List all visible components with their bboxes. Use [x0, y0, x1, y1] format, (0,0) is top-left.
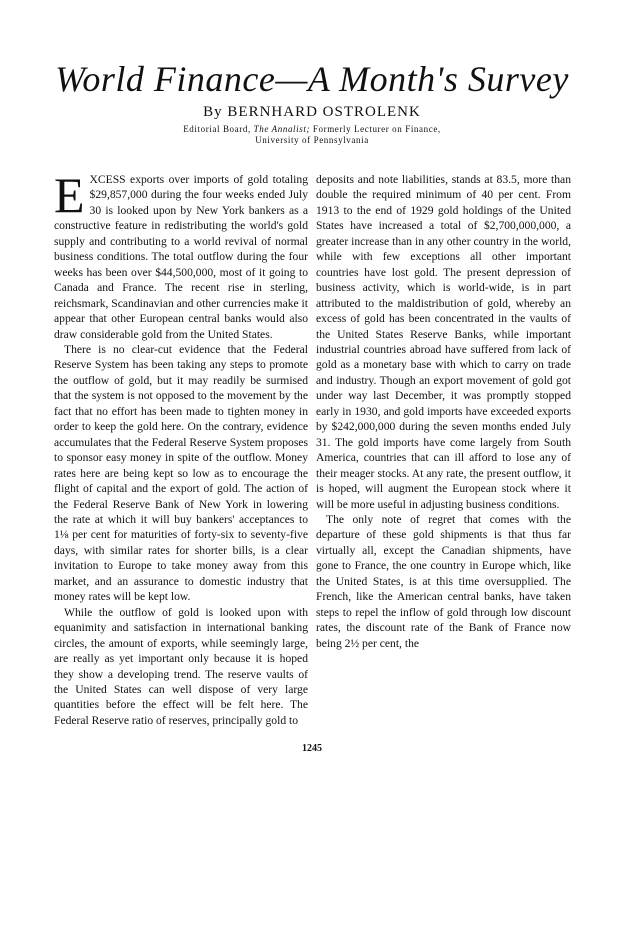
byline: By BERNHARD OSTROLENK [203, 104, 421, 120]
right-column [316, 172, 571, 651]
paragraph-4: The only note of regret that comes with the departure of these gold shipments is that thus far virtually all, except the Canadian shipments, have gone to France, the one country in Europe which, like the United States, is at this time oversupplied. The French, like the American central banks, have taken steps to repel the inflow of gold through low discount rates, the discount rate of the Bank of France now being 2½ per cent, the [316, 512, 571, 650]
article-title: World Finance—A Month's Survey [55, 59, 569, 99]
affiliation-prefix: Editorial Board, [183, 124, 251, 134]
paragraph-1-text: XCESS exports over imports of gold totaling $29,857,000 during the four weeks ended July 30 is looked upon by New York bankers as a constructive feature in redistributing the world's gold supply and contributing to a world revival of normal business conditions. The total outflow during the four weeks has been over $44,500,000, most of it going to Canada and France. The recent rise in sterling, reichsmark, Scandinavian and other currencies make it appear that other European central banks would also draw considerable gold from the United States. [54, 173, 308, 341]
paragraph-1 [54, 167, 308, 342]
affiliation-line-2: University of Pennsylvania [255, 135, 369, 145]
affiliation-publication: The Annalist; [253, 124, 311, 134]
paragraph-2: There is no clear-cut evidence that the Federal Reserve System has been taking any steps to promote the outflow of gold, but it may readily be surmised that the system is not opposed to the movement by the fact that no effort has been made to tighten money in order to keep the gold here. On the contrary, evidence accumulates that the Federal Reserve System proposes to sponsor easy money in spite of the outflow. Money rates here are being kept so low as to encourage the flight of capital and the export of gold. The action of the Federal Reserve Bank of New York in lowering the rate at which it will buy bankers' acceptances to 1⅛ per cent for maturities of forty-six to seventy-five days, with similar rates for shorter bills, is a clear invitation to Europe to take money away from this market, and an assurance to domestic industry that money rates will be kept low. [54, 342, 308, 604]
affiliation-suffix: Formerly Lecturer on Finance, [312, 124, 441, 134]
drop-cap: E [54, 167, 85, 223]
author-affiliation [0, 124, 624, 146]
paragraph-3-continued: deposits and note liabilities, stands at 83.5, more than double the required minimum of 40 per cent. From 1913 to the end of 1929 gold holdings of the United States have increased a total of $2,700,000,000, a greater increase than in any other country in the world, while with few exceptions all other important countries have lost gold. The present depression of business activity, which is world-wide, is in part attributed to the maldistribution of gold, whereby an excess of gold has been concentrated in the vaults of the United States Reserve Banks, while important industrial countries abroad have suffered from lack of gold as a monetary base with which to carry on trade and industry. Though an export movement of gold got under way last December, it was promptly stopped early in 1930, and gold imports have exceeded exports by $242,000,000 during the seven months ended July 31. The gold imports have come largely from South America, countries that can ill afford to lose any of their meager stocks. At any rate, the present outflow, it is hoped, will augment the European stock where it will be more useful in adjusting business conditions. [316, 173, 571, 511]
page-number: 1245 [302, 743, 322, 754]
left-column [54, 167, 308, 728]
affiliation-line-1 [0, 124, 624, 135]
paragraph-3: While the outflow of gold is looked upon with equanimity and satisfaction in international banking circles, the amount of exports, while seemingly large, are really as yet important only because it is hoped they show a developing trend. The reserve vaults of the United States can well dispose of very large quantities before the effect will be felt here. The Federal Reserve ratio of reserves, principally gold to [54, 605, 308, 727]
